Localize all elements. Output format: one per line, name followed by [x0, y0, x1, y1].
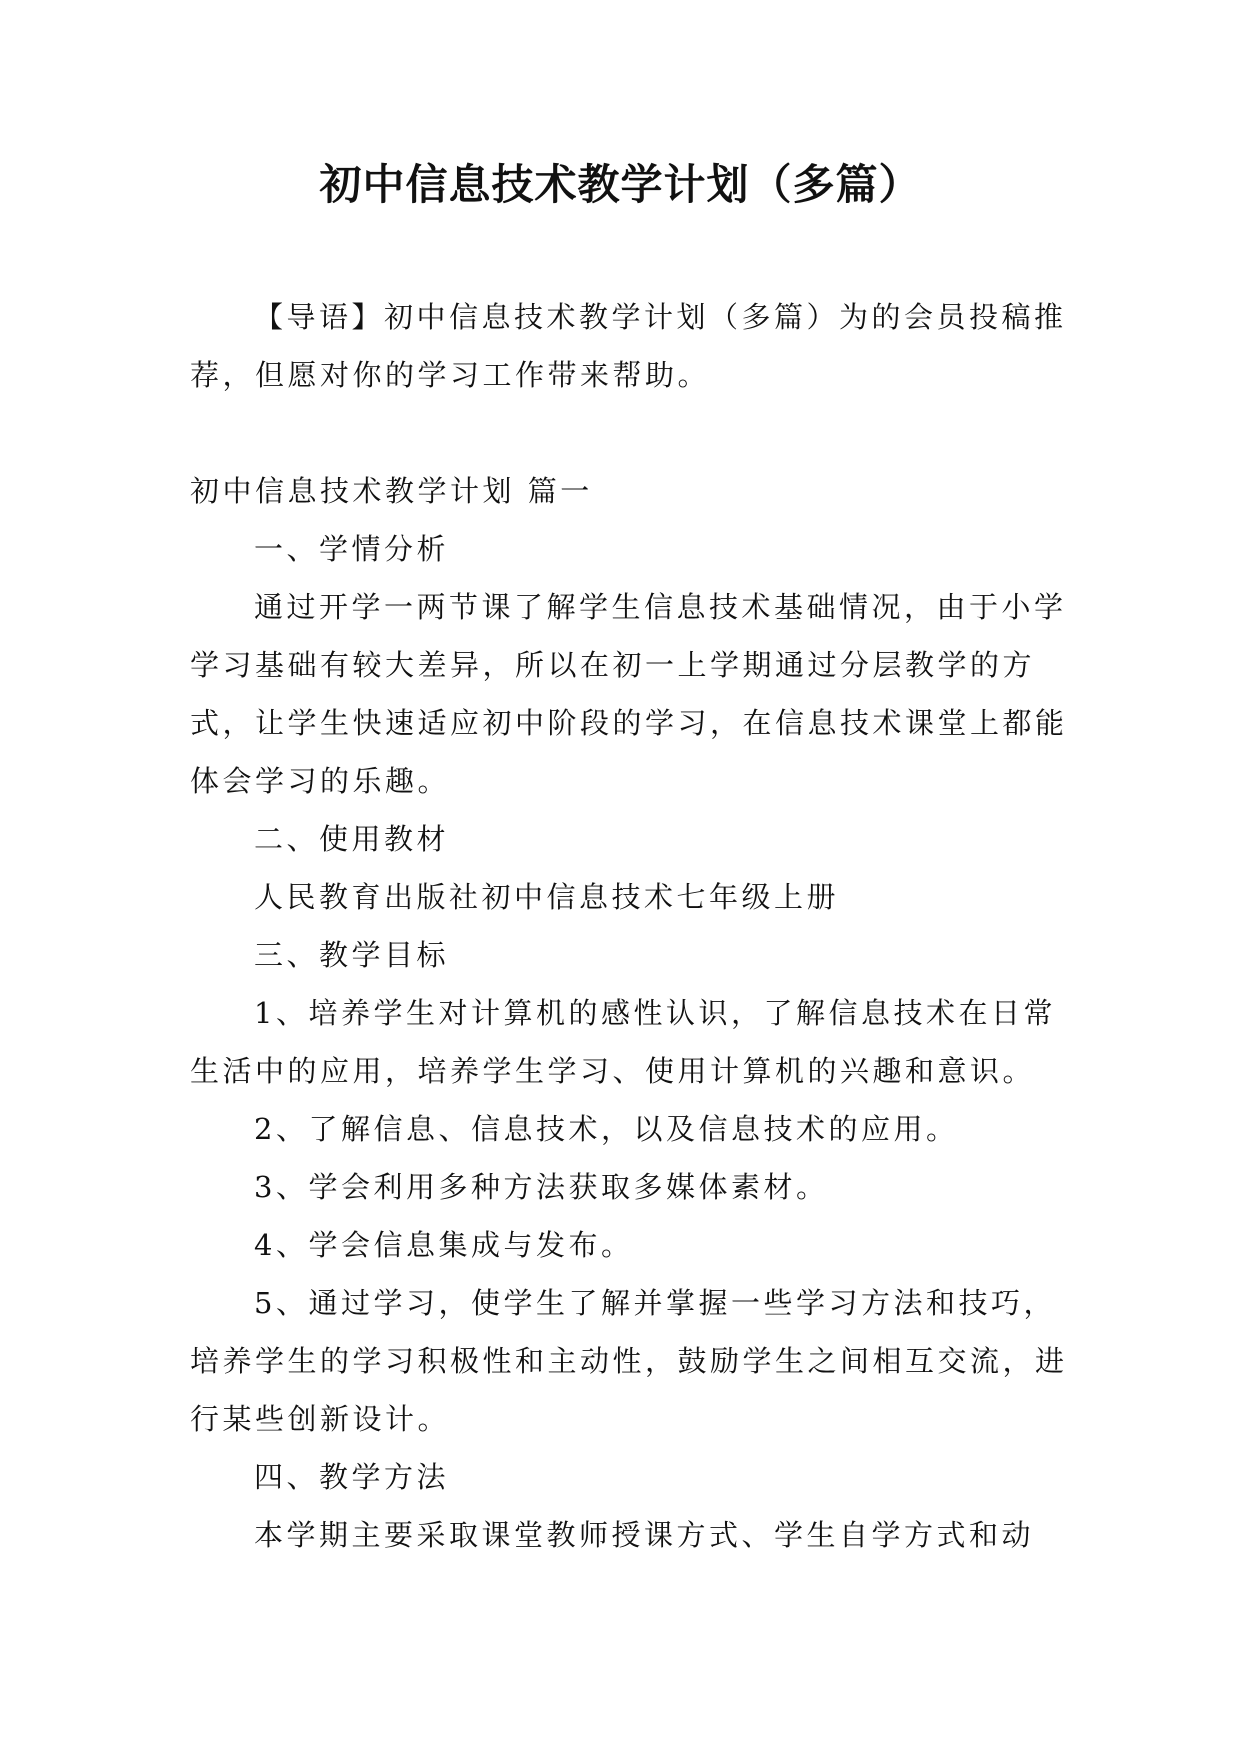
- section-heading: 初中信息技术教学计划 篇一: [190, 474, 593, 508]
- goal-item-5: 5、通过学习，使学生了解并掌握一些学习方法和技巧，培养学生的学习积极性和主动性，鼓励学生之间相互交流，进行某些创新设计。: [190, 1286, 1068, 1436]
- paragraph-teaching-methods: 本学期主要采取课堂教师授课方式、学生自学方式和动: [254, 1518, 1035, 1552]
- goal-item-3: 3、学会利用多种方法获取多媒体素材。: [254, 1170, 829, 1204]
- heading-student-analysis: 一、学情分析: [254, 532, 450, 566]
- intro-paragraph: 【导语】初中信息技术教学计划（多篇）为的会员投稿推荐，但愿对你的学习工作带来帮助。: [190, 300, 1067, 392]
- paragraph-student-analysis: 通过开学一两节课了解学生信息技术基础情况，由于小学学习基础有较大差异，所以在初一上学期通过分层教学的方式，让学生快速适应初中阶段的学习，在信息技术课堂上都能体会学习的乐趣。: [190, 590, 1068, 798]
- paragraph-textbook: 人民教育出版社初中信息技术七年级上册: [254, 880, 840, 914]
- heading-teaching-goals: 三、教学目标: [254, 938, 450, 972]
- goal-item-1: 1、培养学生对计算机的感性认识，了解信息技术在日常生活中的应用，培养学生学习、使用计算机的兴趣和意识。: [190, 996, 1056, 1088]
- goal-item-2: 2、了解信息、信息技术，以及信息技术的应用。: [254, 1112, 959, 1146]
- heading-textbook: 二、使用教材: [254, 822, 450, 856]
- goal-item-4: 4、学会信息集成与发布。: [254, 1228, 634, 1262]
- document-body: [190, 288, 1070, 1564]
- blank-line: [190, 404, 1070, 462]
- heading-teaching-methods: 四、教学方法: [254, 1460, 450, 1494]
- document-title: 初中信息技术教学计划（多篇）: [319, 160, 922, 209]
